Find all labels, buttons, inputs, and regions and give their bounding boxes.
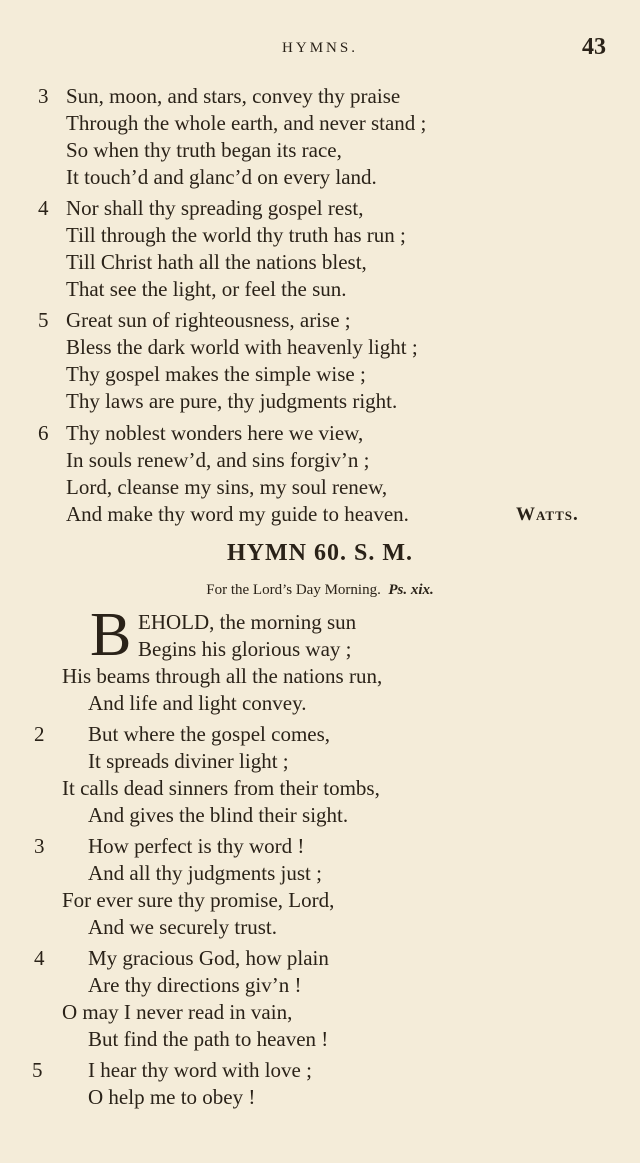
- verse-line: I hear thy word with love ;: [88, 1058, 312, 1082]
- stanza-number: 3: [34, 834, 45, 858]
- verse-line: His beams through all the nations run,: [62, 664, 383, 688]
- hymn-title: HYMN 60. S. M.: [227, 540, 413, 566]
- verse-line: Are thy directions giv’n !: [88, 973, 302, 997]
- verse-line: Thy gospel makes the simple wise ;: [66, 362, 366, 386]
- verse-line: And we securely trust.: [88, 915, 277, 939]
- verse-line: How perfect is thy word !: [88, 834, 305, 858]
- verse-line: Thy laws are pure, thy judgments right.: [66, 389, 398, 413]
- stanza-number: 3: [38, 84, 49, 108]
- scripture-reference: Ps. xix.: [388, 582, 434, 598]
- verse-line: My gracious God, how plain: [88, 946, 329, 970]
- page-number: 43: [582, 34, 606, 60]
- author-attribution: Watts.: [516, 504, 579, 525]
- verse-line: It calls dead sinners from their tombs,: [62, 776, 380, 800]
- verse-line: And make thy word my guide to heaven.: [66, 502, 409, 526]
- verse-line: Through the whole earth, and never stand ;: [66, 111, 427, 135]
- verse-line: Bless the dark world with heavenly light ;: [66, 335, 418, 359]
- verse-line: And life and light convey.: [88, 691, 307, 715]
- verse-line: But find the path to heaven !: [88, 1027, 329, 1051]
- stanza-number: 4: [34, 946, 45, 970]
- verse-line: So when thy truth began its race,: [66, 138, 342, 162]
- stanza-number: 5: [38, 308, 49, 332]
- verse-line: Lord, cleanse my sins, my soul renew,: [66, 475, 388, 499]
- verse-line: EHOLD, the morning sun: [138, 610, 357, 634]
- stanza-number: 6: [38, 421, 49, 445]
- verse-line: In souls renew’d, and sins forgiv’n ;: [66, 448, 370, 472]
- verse-line: Till Christ hath all the nations blest,: [66, 250, 367, 274]
- verse-line: It spreads diviner light ;: [88, 749, 289, 773]
- stanza-number: 4: [38, 196, 49, 220]
- hymn-occasion: For the Lord’s Day Morning.: [206, 582, 381, 598]
- verse-line: And gives the blind their sight.: [88, 803, 349, 827]
- verse-line: O help me to obey !: [88, 1085, 256, 1109]
- drop-cap: B: [90, 601, 132, 669]
- verse-line: Sun, moon, and stars, convey thy praise: [66, 84, 401, 108]
- verse-line: Great sun of righteousness, arise ;: [66, 308, 351, 332]
- running-header: HYMNS.: [282, 40, 358, 56]
- verse-line: That see the light, or feel the sun.: [66, 277, 347, 301]
- verse-line: It touch’d and glanc’d on every land.: [66, 165, 377, 189]
- stanza-number: 2: [34, 722, 45, 746]
- verse-line: O may I never read in vain,: [62, 1000, 293, 1024]
- verse-line: Thy noblest wonders here we view,: [66, 421, 364, 445]
- verse-line: Begins his glorious way ;: [138, 637, 352, 661]
- verse-line: But where the gospel comes,: [88, 722, 331, 746]
- verse-line: Nor shall thy spreading gospel rest,: [66, 196, 364, 220]
- stanza-number: 5: [32, 1058, 43, 1082]
- verse-line: For ever sure thy promise, Lord,: [62, 888, 335, 912]
- verse-line: And all thy judgments just ;: [88, 861, 322, 885]
- verse-line: Till through the world thy truth has run ;: [66, 223, 406, 247]
- hymn-subtitle: [0, 582, 640, 599]
